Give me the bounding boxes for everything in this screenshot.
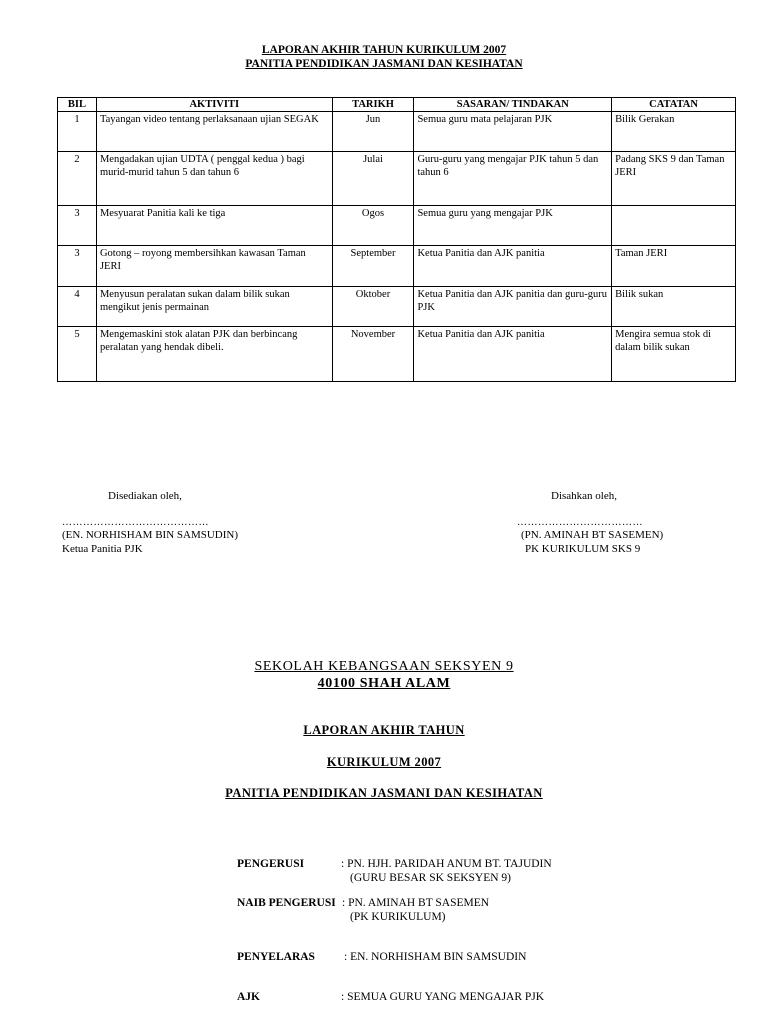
cell-tarikh: September: [332, 246, 414, 287]
col-header-aktiviti: AKTIVITI: [96, 98, 332, 112]
cell-tarikh: Julai: [332, 152, 414, 206]
report-title-line2: PANITIA PENDIDIKAN JASMANI DAN KESIHATAN: [245, 58, 523, 70]
org-sub-chair: (GURU BESAR SK SEKSYEN 9): [350, 872, 512, 884]
school-address: 40100 SHAH ALAM: [317, 676, 451, 691]
cell-sasaran: Ketua Panitia dan AJK panitia dan guru-guru PJK: [414, 287, 612, 327]
cell-sasaran: Semua guru yang mengajar PJK: [414, 206, 612, 246]
table-row: [58, 112, 736, 152]
prepared-by-name: (EN. NORHISHAM BIN SAMSUDIN): [62, 529, 239, 541]
table-row: [58, 152, 736, 206]
cover-report-title: LAPORAN AKHIR TAHUN: [303, 723, 465, 737]
cell-tarikh: Jun: [332, 112, 414, 152]
school-name: SEKOLAH KEBANGSAAN SEKSYEN 9: [254, 659, 514, 674]
cell-bil: 2: [58, 152, 97, 206]
cell-catatan: [612, 206, 736, 246]
activity-table: [57, 97, 736, 382]
prepared-by-label: Disediakan oleh,: [108, 490, 182, 502]
cell-sasaran: Guru-guru yang mengajar PJK tahun 5 dan tahun 6: [414, 152, 612, 206]
cell-aktiviti: Mengemaskini stok alatan PJK dan berbincang peralatan yang hendak dibeli.: [96, 327, 332, 382]
table-row: [58, 246, 736, 287]
table-row: [58, 206, 736, 246]
cell-bil: 3: [58, 246, 97, 287]
cell-aktiviti: Gotong – royong membersihkan kawasan Taman JERI: [96, 246, 332, 287]
cell-bil: 5: [58, 327, 97, 382]
cell-aktiviti: Tayangan video tentang perlaksanaan ujian SEGAK: [96, 112, 332, 152]
prepared-by-signature-line: ……………………………………: [62, 517, 209, 528]
cell-bil: 4: [58, 287, 97, 327]
col-header-sasaran: SASARAN/ TINDAKAN: [414, 98, 612, 112]
cell-sasaran: Ketua Panitia dan AJK panitia: [414, 246, 612, 287]
approved-by-role: PK KURIKULUM SKS 9: [525, 543, 641, 555]
org-name-chair: : PN. HJH. PARIDAH ANUM BT. TAJUDIN: [341, 858, 552, 870]
table-row: [58, 287, 736, 327]
col-header-bil: BIL: [58, 98, 97, 112]
cell-aktiviti: Menyusun peralatan sukan dalam bilik sukan mengikut jenis permainan: [96, 287, 332, 327]
cell-catatan: Taman JERI: [612, 246, 736, 287]
cell-bil: 3: [58, 206, 97, 246]
cover-panel-name: PANITIA PENDIDIKAN JASMANI DAN KESIHATAN: [225, 786, 543, 800]
approved-by-name: (PN. AMINAH BT SASEMEN): [521, 529, 664, 541]
cell-catatan: Padang SKS 9 dan Taman JERI: [612, 152, 736, 206]
cell-sasaran: Ketua Panitia dan AJK panitia: [414, 327, 612, 382]
cell-catatan: Mengira semua stok di dalam bilik sukan: [612, 327, 736, 382]
cell-catatan: Bilik sukan: [612, 287, 736, 327]
org-name-committee: : SEMUA GURU YANG MENGAJAR PJK: [341, 991, 545, 1003]
approved-by-label: Disahkan oleh,: [551, 490, 617, 502]
org-role-chair: PENGERUSI: [237, 858, 305, 870]
report-title-line1: LAPORAN AKHIR TAHUN KURIKULUM 2007: [261, 44, 507, 56]
cell-bil: 1: [58, 112, 97, 152]
org-role-coordinator: PENYELARAS: [237, 951, 315, 963]
cell-tarikh: Ogos: [332, 206, 414, 246]
cell-aktiviti: Mesyuarat Panitia kali ke tiga: [96, 206, 332, 246]
org-sub-vice-chair: (PK KURIKULUM): [350, 911, 446, 923]
cell-tarikh: November: [332, 327, 414, 382]
org-name-vice-chair: : PN. AMINAH BT SASEMEN: [342, 897, 490, 909]
col-header-catatan: CATATAN: [612, 98, 736, 112]
org-role-committee: AJK: [237, 991, 260, 1003]
org-name-coordinator: : EN. NORHISHAM BIN SAMSUDIN: [344, 951, 527, 963]
col-header-tarikh: TARIKH: [332, 98, 414, 112]
table-header-row: [58, 98, 736, 112]
approved-by-signature-line: ………………………………: [517, 517, 643, 528]
cell-sasaran: Semua guru mata pelajaran PJK: [414, 112, 612, 152]
cell-aktiviti: Mengadakan ujian UDTA ( penggal kedua ) bagi murid-murid tahun 5 dan tahun 6: [96, 152, 332, 206]
org-role-vice-chair: NAIB PENGERUSI: [237, 897, 336, 909]
cell-catatan: Bilik Gerakan: [612, 112, 736, 152]
prepared-by-role: Ketua Panitia PJK: [62, 543, 143, 555]
cell-tarikh: Oktober: [332, 287, 414, 327]
table-row: [58, 327, 736, 382]
cover-curriculum: KURIKULUM 2007: [326, 755, 442, 769]
